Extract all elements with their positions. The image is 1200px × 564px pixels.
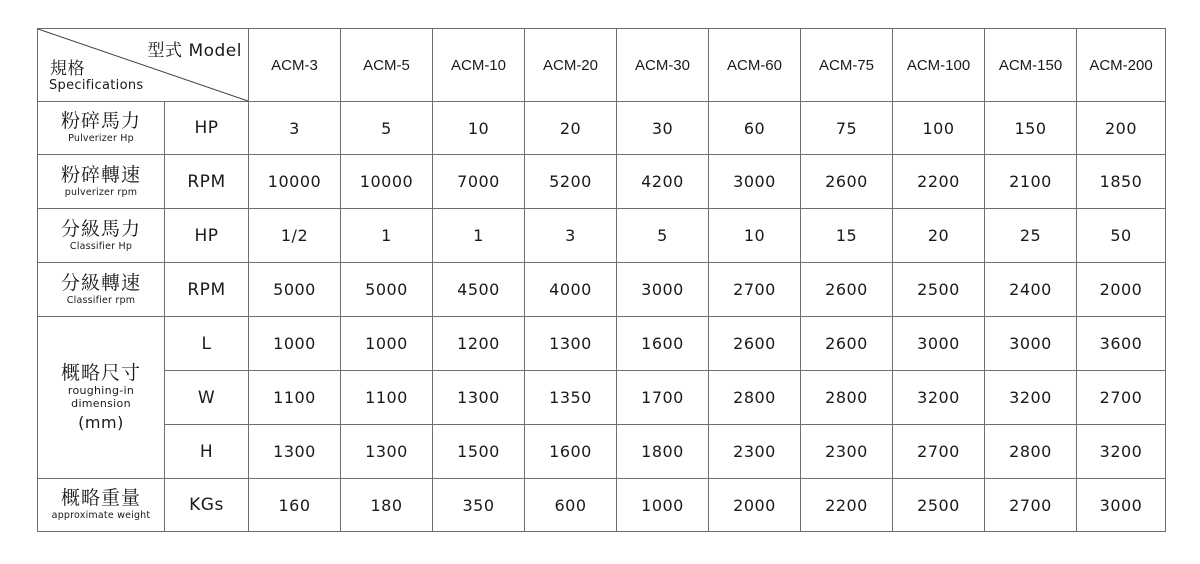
row-header-pulverizer-rpm: [38, 155, 165, 209]
pulverizer-hp-row: [38, 102, 1166, 155]
row-label-cn: 分級馬力: [60, 217, 141, 240]
value-cell: 1: [433, 209, 525, 263]
unit-cell: L: [165, 317, 249, 371]
spec-label-cn: 規格: [50, 59, 85, 79]
value-cell: 1300: [525, 317, 617, 371]
value-cell: 1300: [341, 425, 433, 479]
classifier-hp-row: [38, 209, 1166, 263]
value-cell: 3: [249, 102, 341, 155]
value-cell: 2500: [893, 479, 985, 532]
value-cell: 20: [525, 102, 617, 155]
value-cell: 5000: [249, 263, 341, 317]
row-header-classifier-rpm: [38, 263, 165, 317]
value-cell: 2800: [801, 371, 893, 425]
value-cell: 3: [525, 209, 617, 263]
dimension-l-row: [38, 317, 1166, 371]
value-cell: 5: [341, 102, 433, 155]
value-cell: 2600: [801, 317, 893, 371]
value-cell: 2800: [985, 425, 1077, 479]
value-cell: 150: [985, 102, 1077, 155]
value-cell: 1300: [249, 425, 341, 479]
value-cell: 1800: [617, 425, 709, 479]
value-cell: 1100: [249, 371, 341, 425]
value-cell: 3000: [709, 155, 801, 209]
row-header-classifier-hp: [38, 209, 165, 263]
value-cell: 2600: [709, 317, 801, 371]
model-acm-10: ACM-10: [433, 29, 525, 102]
value-cell: 2000: [1077, 263, 1166, 317]
value-cell: 2500: [893, 263, 985, 317]
model-acm-75: ACM-75: [801, 29, 893, 102]
model-header-row: [38, 29, 1166, 102]
value-cell: 1/2: [249, 209, 341, 263]
value-cell: 5: [617, 209, 709, 263]
value-cell: 4500: [433, 263, 525, 317]
spec-label-en: Specifications: [49, 78, 144, 93]
row-label-en: Pulverizer Hp: [68, 133, 134, 145]
row-header-pulverizer-hp: [38, 102, 165, 155]
value-cell: 10: [709, 209, 801, 263]
value-cell: 1600: [617, 317, 709, 371]
row-header-dimension: [38, 317, 165, 479]
value-cell: 2700: [709, 263, 801, 317]
value-cell: 15: [801, 209, 893, 263]
value-cell: 200: [1077, 102, 1166, 155]
value-cell: 2700: [985, 479, 1077, 532]
value-cell: 4200: [617, 155, 709, 209]
model-acm-150: ACM-150: [985, 29, 1077, 102]
row-label-en: pulverizer rpm: [64, 186, 138, 198]
value-cell: 1000: [341, 317, 433, 371]
row-label-en: Classifier Hp: [69, 240, 133, 252]
value-cell: 1350: [525, 371, 617, 425]
value-cell: 2400: [985, 263, 1077, 317]
row-label-cn: 粉碎馬力: [60, 110, 141, 133]
value-cell: 180: [341, 479, 433, 532]
value-cell: 2600: [801, 263, 893, 317]
value-cell: 3000: [985, 317, 1077, 371]
model-acm-3: ACM-3: [249, 29, 341, 102]
value-cell: 60: [709, 102, 801, 155]
value-cell: 1600: [525, 425, 617, 479]
value-cell: 30: [617, 102, 709, 155]
row-label-en: approximate weight: [51, 510, 151, 522]
model-acm-5: ACM-5: [341, 29, 433, 102]
unit-cell: HP: [165, 102, 249, 155]
row-label-unit: (mm): [78, 413, 124, 433]
model-acm-30: ACM-30: [617, 29, 709, 102]
dimension-w-row: [38, 371, 1166, 425]
classifier-rpm-row: [38, 263, 1166, 317]
model-label: 型式 Model: [147, 41, 242, 61]
value-cell: 1700: [617, 371, 709, 425]
value-cell: 160: [249, 479, 341, 532]
row-label-en-1: roughing-in: [67, 384, 135, 398]
header-corner-cell: [38, 29, 249, 102]
value-cell: 2000: [709, 479, 801, 532]
dimension-h-row: [38, 425, 1166, 479]
value-cell: 2600: [801, 155, 893, 209]
value-cell: 350: [433, 479, 525, 532]
value-cell: 20: [893, 209, 985, 263]
value-cell: 1: [341, 209, 433, 263]
unit-cell: RPM: [165, 263, 249, 317]
model-acm-20: ACM-20: [525, 29, 617, 102]
value-cell: 2300: [801, 425, 893, 479]
value-cell: 1500: [433, 425, 525, 479]
model-acm-200: ACM-200: [1077, 29, 1166, 102]
value-cell: 2200: [801, 479, 893, 532]
value-cell: 2700: [1077, 371, 1166, 425]
unit-cell: RPM: [165, 155, 249, 209]
value-cell: 3000: [617, 263, 709, 317]
row-header-weight: [38, 479, 165, 532]
value-cell: 1300: [433, 371, 525, 425]
value-cell: 2200: [893, 155, 985, 209]
value-cell: 5200: [525, 155, 617, 209]
value-cell: 2100: [985, 155, 1077, 209]
value-cell: 2700: [893, 425, 985, 479]
unit-cell: HP: [165, 209, 249, 263]
unit-cell: H: [165, 425, 249, 479]
value-cell: 2800: [709, 371, 801, 425]
unit-cell: KGs: [165, 479, 249, 532]
row-label-en-2: dimension: [71, 397, 131, 411]
model-acm-100: ACM-100: [893, 29, 985, 102]
row-label-cn: 粉碎轉速: [60, 163, 141, 186]
specification-table: [37, 28, 1166, 532]
pulverizer-rpm-row: [38, 155, 1166, 209]
value-cell: 10000: [249, 155, 341, 209]
value-cell: 1850: [1077, 155, 1166, 209]
row-label-cn: 概略尺寸: [60, 362, 141, 385]
value-cell: 3600: [1077, 317, 1166, 371]
value-cell: 1200: [433, 317, 525, 371]
value-cell: 100: [893, 102, 985, 155]
unit-cell: W: [165, 371, 249, 425]
row-label-en: Classifier rpm: [66, 294, 136, 306]
value-cell: 1000: [617, 479, 709, 532]
value-cell: 600: [525, 479, 617, 532]
row-label-cn: 概略重量: [60, 487, 141, 510]
value-cell: 5000: [341, 263, 433, 317]
weight-row: [38, 479, 1166, 532]
value-cell: 3000: [1077, 479, 1166, 532]
value-cell: 4000: [525, 263, 617, 317]
value-cell: 2300: [709, 425, 801, 479]
value-cell: 3200: [1077, 425, 1166, 479]
value-cell: 75: [801, 102, 893, 155]
value-cell: 25: [985, 209, 1077, 263]
row-label-cn: 分級轉速: [60, 271, 141, 294]
value-cell: 3200: [893, 371, 985, 425]
value-cell: 10000: [341, 155, 433, 209]
value-cell: 7000: [433, 155, 525, 209]
value-cell: 50: [1077, 209, 1166, 263]
value-cell: 3200: [985, 371, 1077, 425]
value-cell: 3000: [893, 317, 985, 371]
value-cell: 10: [433, 102, 525, 155]
value-cell: 1000: [249, 317, 341, 371]
value-cell: 1100: [341, 371, 433, 425]
model-acm-60: ACM-60: [709, 29, 801, 102]
